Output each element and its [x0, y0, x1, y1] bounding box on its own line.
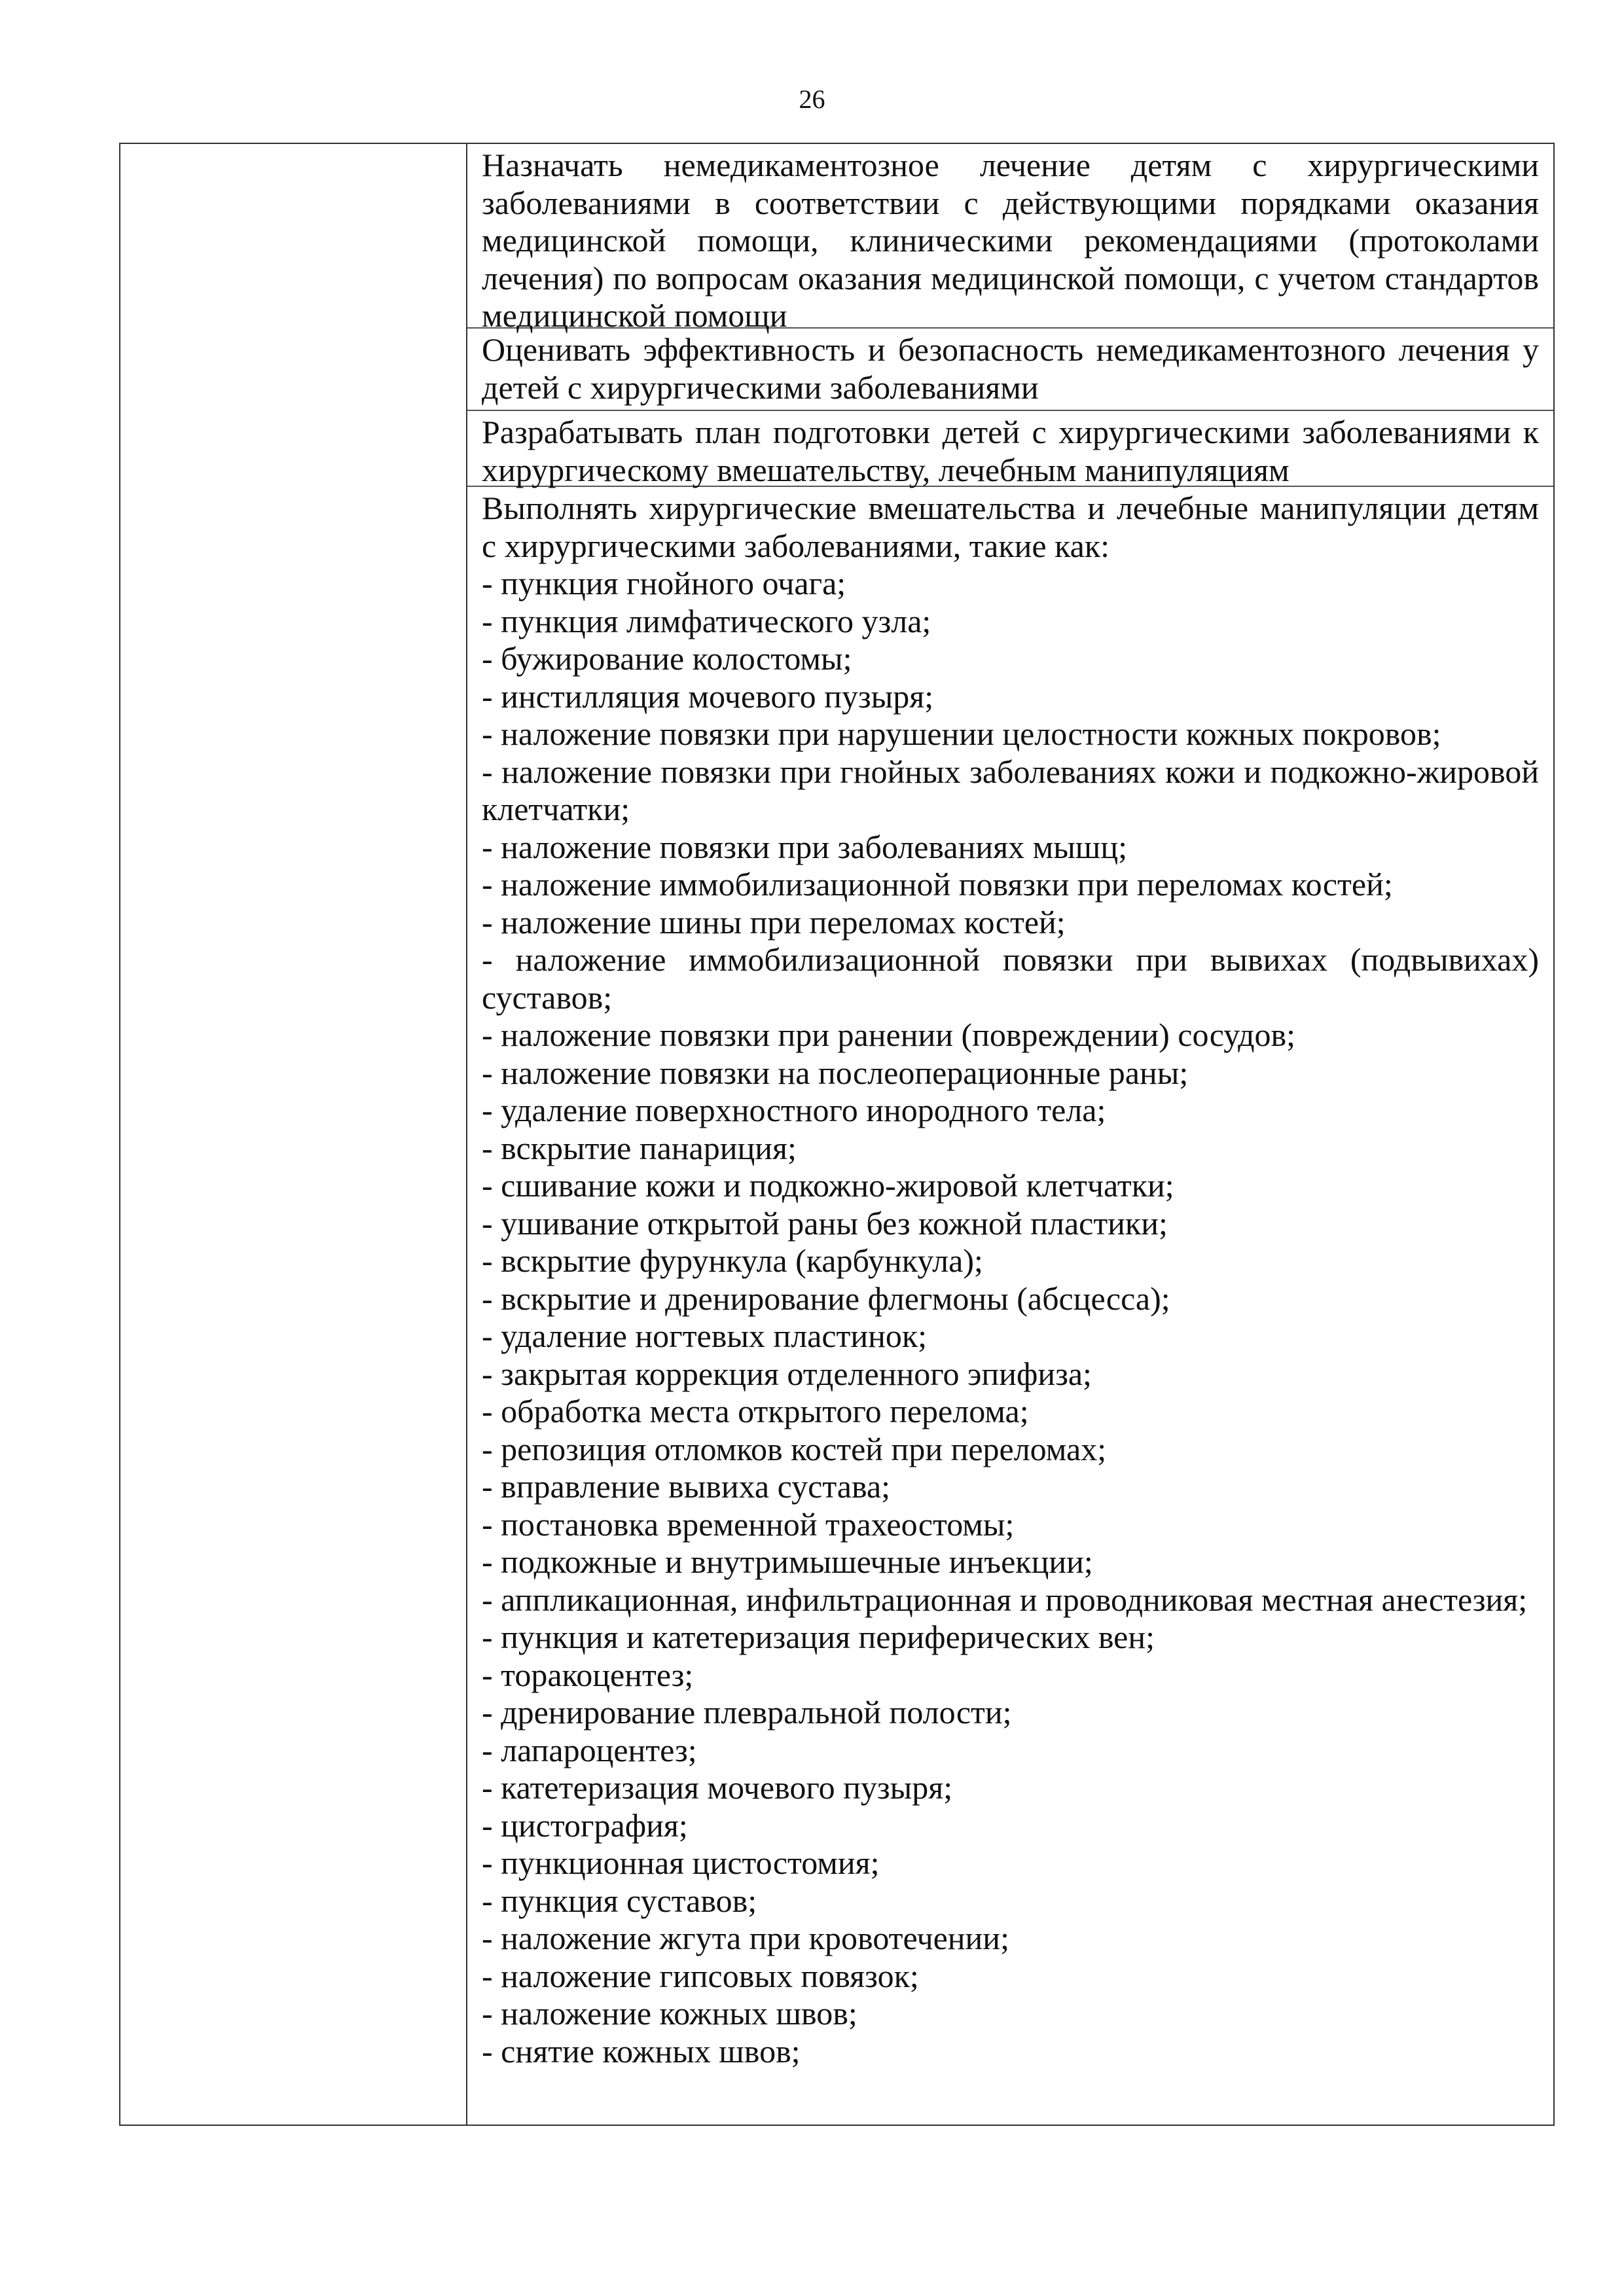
procedure-item: - бужирование колостомы; [482, 640, 852, 677]
procedure-item: - вскрытие и дренирование флегмоны (абсцесса); [482, 1280, 1170, 1317]
procedure-item: - удаление ногтевых пластинок; [482, 1318, 928, 1354]
procedure-item: - пункция гнойного очага; [482, 565, 846, 601]
procedure-item: - наложение повязки при нарушении целостности кожных покровов; [482, 715, 1441, 752]
procedures-list [482, 565, 1539, 2070]
procedure-item: - пункция суставов; [482, 1882, 757, 1919]
procedure-item: - сшивание кожи и подкожно-жировой клетчатки; [482, 1167, 1174, 1204]
procedure-item: - наложение повязки при гнойных заболеваниях кожи и подкожно-жировой клетчатки; [482, 753, 1539, 827]
table-cell-evaluate-efficacy: Оценивать эффективность и безопасность немедикаментозного лечения у детей с хирургическими заболеваниями [467, 329, 1553, 411]
procedures-intro: Выполнять хирургические вмешательства и лечебные манипуляции детям с хирургическими заболеваниями, такие как: [482, 490, 1539, 564]
procedure-item: - удаление поверхностного инородного тела; [482, 1092, 1106, 1128]
procedure-item: - наложение шины при переломах костей; [482, 903, 1066, 941]
procedure-item: - дренирование плевральной полости; [482, 1694, 1012, 1731]
procedure-item: - снятие кожных швов; [482, 2032, 801, 2070]
procedure-item: - наложение гипсовых повязок; [482, 1957, 919, 1994]
procedure-item: - обработка места открытого перелома; [482, 1393, 1029, 1429]
table-cell-procedures [467, 487, 1553, 2070]
procedure-item: - пункционная цистостомия; [482, 1844, 880, 1881]
procedure-item: - наложение кожных швов; [482, 1995, 857, 2032]
procedure-item: - постановка временной трахеостомы; [482, 1505, 1015, 1543]
procedure-item: - вскрытие панариция; [482, 1129, 797, 1166]
procedure-item: - вправление вывиха сустава; [482, 1468, 891, 1505]
table-right-column [467, 144, 1553, 2125]
procedure-item: - наложение повязки при заболеваниях мышц; [482, 828, 1127, 865]
table-cell-preparation-plan: Разрабатывать план подготовки детей с хирургическими заболеваниями к хирургическому вмешательству, лечебным манипуляциям [467, 411, 1553, 487]
procedure-item: - инстилляция мочевого пузыря; [482, 677, 934, 715]
procedure-item: - закрытая коррекция отделенного эпифиза; [482, 1355, 1092, 1392]
procedure-item: - торакоцентез; [482, 1656, 694, 1693]
procedure-item: - пункция лимфатического узла; [482, 602, 931, 639]
procedure-item: - ушивание открытой раны без кожной пластики; [482, 1204, 1168, 1242]
procedure-item: - наложение жгута при кровотечении; [482, 1920, 1009, 1956]
table-cell-nonpharm-treatment: Назначать немедикаментозное лечение детям с хирургическими заболеваниями в соответствии с действующими порядками оказания медицинской помощи, клиническими рекомендациями (протоколами лечения) по вопросам оказания медицинской помощи, с учетом стандартов медицинской помощи [467, 144, 1553, 329]
procedure-item: - цистография; [482, 1806, 688, 1844]
procedure-item: - пункция и катетеризация периферических вен; [482, 1619, 1155, 1655]
procedure-item: - катетеризация мочевого пузыря; [482, 1769, 953, 1806]
procedure-item: - аппликационная, инфильтрационная и проводниковая местная анестезия; [482, 1581, 1528, 1618]
procedure-item: - наложение иммобилизационной повязки при вывихах (подвывихах) суставов; [482, 941, 1539, 1016]
page-number: 26 [799, 84, 825, 114]
procedure-item: - наложение иммобилизационной повязки при переломах костей; [482, 866, 1393, 903]
procedure-item: - наложение повязки на послеоперационные раны; [482, 1054, 1189, 1091]
procedure-item: - наложение повязки при ранении (повреждении) сосудов; [482, 1016, 1296, 1053]
competency-table [119, 143, 1555, 2126]
procedure-item: - вскрытие фурункула (карбункула); [482, 1242, 983, 1279]
procedure-item: - подкожные и внутримышечные инъекции; [482, 1543, 1093, 1580]
procedure-item: - лапароцентез; [482, 1731, 697, 1768]
procedure-item: - репозиция отломков костей при переломах; [482, 1430, 1107, 1467]
table-left-column [120, 144, 467, 2125]
